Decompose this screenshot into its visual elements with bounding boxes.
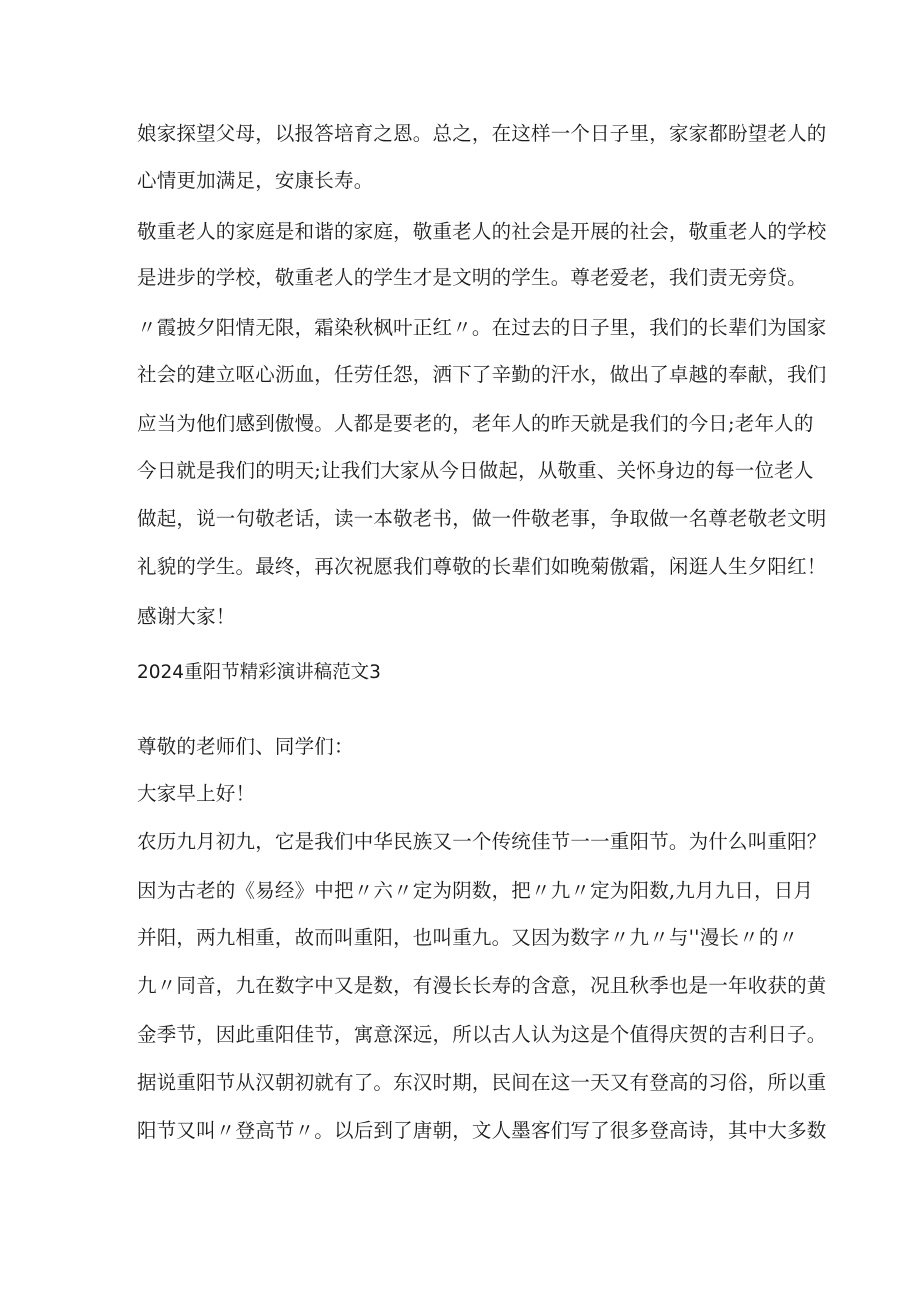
text-line: 金季节，因此重阳佳节，寓意深远，所以古人认为这是个值得庆贺的吉利日子。 — [137, 1023, 827, 1046]
text-line: 据说重阳节从汉朝初就有了。东汉时期，民间在这一天又有登高的习俗，所以重 — [137, 1071, 827, 1094]
text-line: 做起，说一句敬老话，读一本敬老书，做一件敬老事，争取做一名尊老敬老文明 — [137, 507, 827, 530]
text-line: 是进步的学校，敬重老人的学生才是文明的学生。尊老爱老，我们责无旁贷。 — [137, 266, 807, 289]
greeting: 大家早上好！ — [137, 782, 256, 805]
text-line: 心情更加满足，安康长寿。 — [137, 169, 374, 192]
text-line: 应当为他们感到傲慢。人都是要老的，老年人的昨天就是我们的今日;老年人的 — [137, 412, 814, 435]
text-line: 社会的建立呕心沥血，任劳任怨，洒下了辛勤的汗水，做出了卓越的奉献，我们 — [137, 363, 827, 386]
text-line: 阳节又叫〃登高节〃。以后到了唐朝，文人墨客们写了很多登高诗，其中大多数 — [137, 1119, 827, 1142]
text-line: 农历九月初九，它是我们中华民族又一个传统佳节一一重阳节。为什么叫重阳？ — [137, 830, 827, 853]
section-heading: 2024重阳节精彩演讲稿范文3 — [137, 662, 381, 683]
text-line: 〃霞披夕阳情无限，霜染秋枫叶正红〃。在过去的日子里，我们的长辈们为国家 — [137, 316, 827, 339]
text-line: 九〃同音，九在数字中又是数，有漫长长寿的含意，况且秋季也是一年收获的黄 — [137, 974, 827, 997]
text-line: 感谢大家！ — [137, 605, 236, 628]
text-line: 并阳，两九相重，故而叫重阳，也叫重九。又因为数字〃九〃与''漫长〃的〃 — [137, 926, 799, 949]
text-line: 因为古老的《易经》中把〃六〃定为阴数，把〃九〃定为阳数,九月九日，日月 — [137, 879, 814, 902]
salutation: 尊敬的老师们、同学们： — [137, 735, 354, 758]
text-line: 今日就是我们的明天;让我们大家从今日做起，从敬重、关怀身边的每一位老人 — [137, 459, 814, 482]
text-line: 敬重老人的家庭是和谐的家庭，敬重老人的社会是开展的社会，敬重老人的学校 — [137, 220, 827, 243]
text-line: 礼貌的学生。最终，再次祝愿我们尊敬的长辈们如晚菊傲霜，闲逛人生夕阳红！ — [137, 555, 827, 578]
text-line: 娘家探望父母，以报答培育之恩。总之，在这样一个日子里，家家都盼望老人的 — [137, 122, 827, 145]
